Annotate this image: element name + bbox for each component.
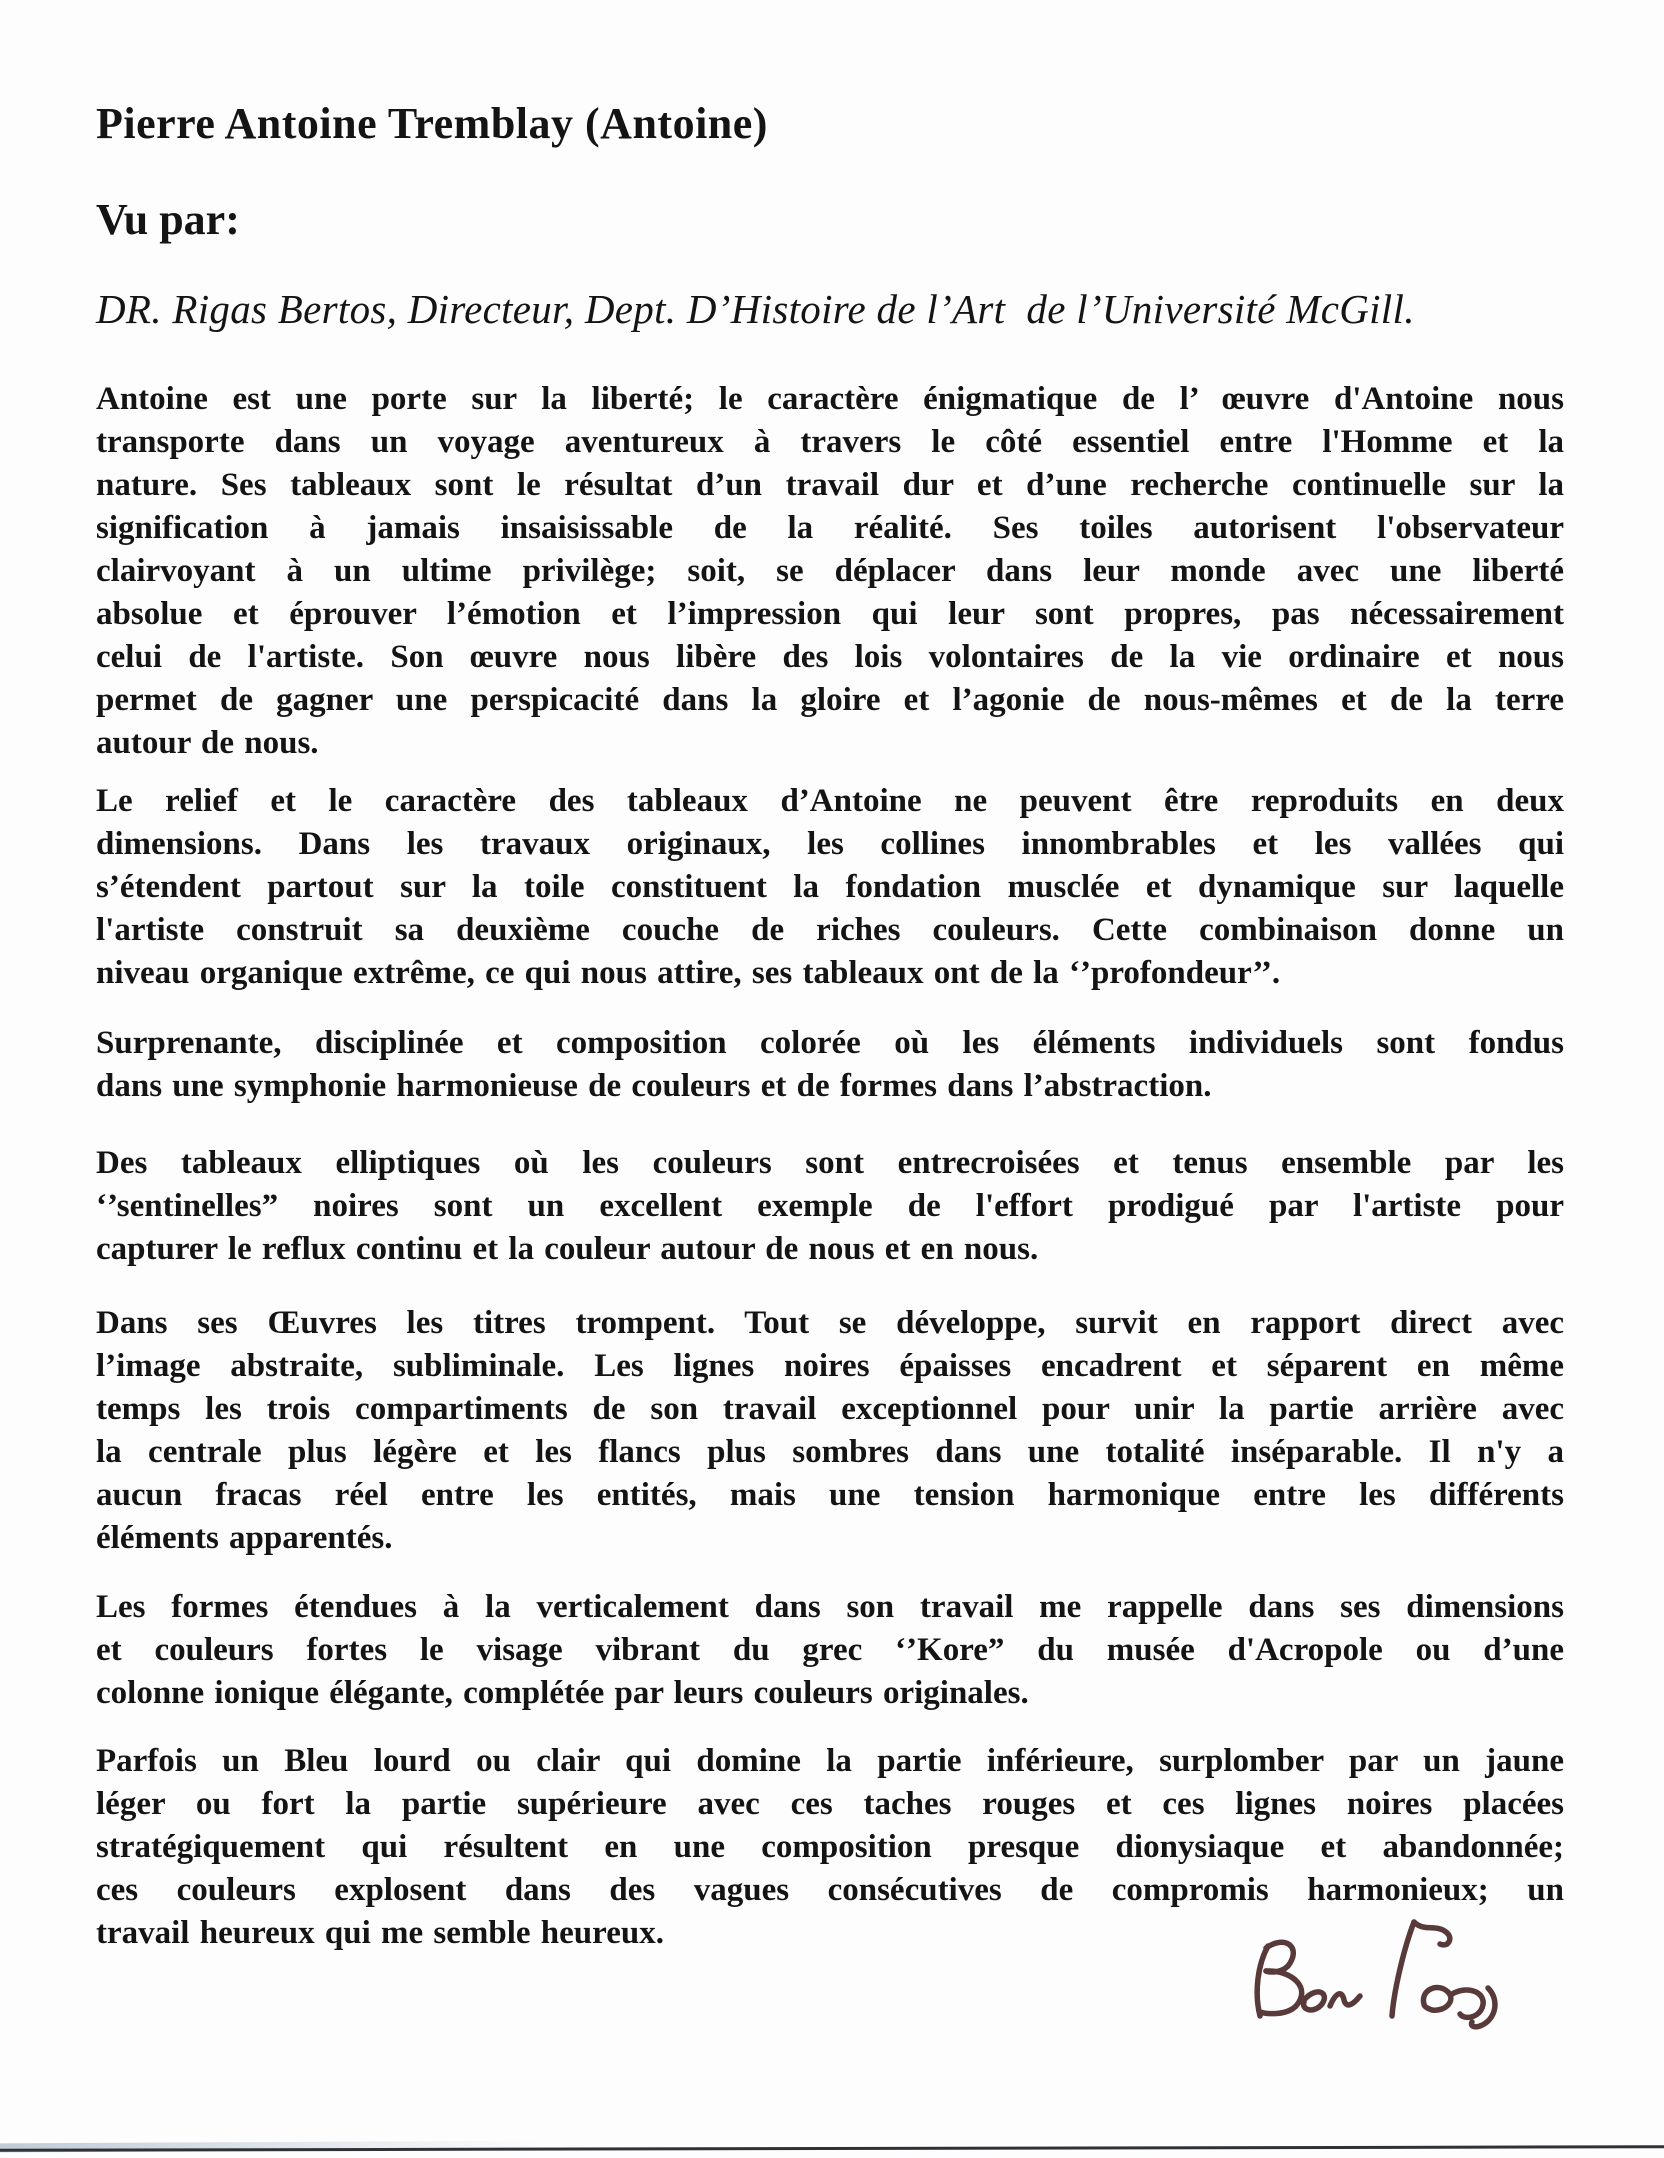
text-line: permet de gagner une perspicacité dans la gloire et l’agonie de nous-mêmes et de la terre (96, 682, 1564, 718)
text-line: ‘’sentinelles” noires sont un excellent exemple de l'effort prodigué par l'artiste pour (96, 1188, 1564, 1224)
text-line: clairvoyant à un ultime privilège; soit, se déplacer dans leur monde avec une liberté (96, 553, 1564, 589)
text-line: temps les trois compartiments de son travail exceptionnel pour unir la partie arrière avec (96, 1391, 1564, 1427)
reviewer-credit: DR. Rigas Bertos, Directeur, Dept. D’Histoire de l’Art de l’Université McGill. (96, 286, 1415, 332)
text-line: et couleurs fortes le visage vibrant du grec ‘’Kore” du musée d'Acropole ou d’une (96, 1632, 1564, 1668)
signature-ink (1257, 1922, 1495, 2027)
text-line: éléments apparentés. (96, 1520, 393, 1556)
text-line: Les formes étendues à la verticalement dans son travail me rappelle dans ses dimensions (96, 1589, 1564, 1625)
paragraph-2 (96, 780, 1564, 995)
text-line: Dans ses Œuvres les titres trompent. Tout se développe, survit en rapport direct avec (96, 1305, 1564, 1341)
text-line: transporte dans un voyage aventureux à travers le côté essentiel entre l'Homme et la (96, 424, 1564, 460)
text-line: Des tableaux elliptiques où les couleurs sont entrecroisées et tenus ensemble par les (96, 1145, 1564, 1181)
paragraph-4 (96, 1142, 1564, 1271)
text-line: léger ou fort la partie supérieure avec ces taches rouges et ces lignes noires placées (96, 1786, 1564, 1822)
text-line: signification à jamais insaisissable de la réalité. Ses toiles autorisent l'observateur (96, 510, 1564, 546)
text-line: niveau organique extrême, ce qui nous attire, ses tableaux ont de la ‘’profondeur’’. (96, 955, 1281, 991)
seen-by-label: Vu par: (96, 195, 240, 244)
text-line: colonne ionique élégante, complétée par leurs couleurs originales. (96, 1675, 1029, 1711)
paragraph-1 (96, 378, 1564, 765)
text-line: autour de nous. (96, 725, 319, 761)
text-line: travail heureux qui me semble heureux. (96, 1915, 664, 1951)
paragraph-5 (96, 1302, 1564, 1560)
text-line: Le relief et le caractère des tableaux d’Antoine ne peuvent être reproduits en deux (96, 783, 1564, 819)
text-line: nature. Ses tableaux sont le résultat d’un travail dur et d’une recherche continuelle sur la (96, 467, 1564, 503)
text-line: absolue et éprouver l’émotion et l’impression qui leur sont propres, pas nécessairement (96, 596, 1564, 632)
text-line: l'artiste construit sa deuxième couche de riches couleurs. Cette combinaison donne un (96, 912, 1564, 948)
paragraph-6 (96, 1586, 1564, 1715)
text-line: dimensions. Dans les travaux originaux, les collines innombrables et les vallées qui (96, 826, 1564, 862)
text-line: dans une symphonie harmonieuse de couleurs et de formes dans l’abstraction. (96, 1068, 1212, 1104)
text-line: s’étendent partout sur la toile constituent la fondation musclée et dynamique sur laquelle (96, 869, 1564, 905)
text-line: celui de l'artiste. Son œuvre nous libère des lois volontaires de la vie ordinaire et nous (96, 639, 1564, 675)
text-line: aucun fracas réel entre les entités, mais une tension harmonique entre les différents (96, 1477, 1564, 1513)
text-line: Surprenante, disciplinée et composition colorée où les éléments individuels sont fondus (96, 1025, 1564, 1061)
text-line: l’image abstraite, subliminale. Les lignes noires épaisses encadrent et séparent en même (96, 1348, 1564, 1384)
text-line: Antoine est une porte sur la liberté; le caractère énigmatique de l’ œuvre d'Antoine nous (96, 381, 1564, 417)
text-line: la centrale plus légère et les flancs plus sombres dans une totalité inséparable. Il n'y a (96, 1434, 1564, 1470)
paragraph-3 (96, 1022, 1564, 1108)
document-title: Pierre Antoine Tremblay (Antoine) (96, 99, 768, 148)
text-line: capturer le reflux continu et la couleur autour de nous et en nous. (96, 1231, 1039, 1267)
text-line: stratégiquement qui résultent en une composition presque dionysiaque et abandonnée; (96, 1829, 1564, 1865)
signature-bertos-handwriting (1238, 1908, 1528, 2058)
text-line: Parfois un Bleu lourd ou clair qui domine la partie inférieure, surplomber par un jaune (96, 1743, 1564, 1779)
text-line: ces couleurs explosent dans des vagues consécutives de compromis harmonieux; un (96, 1872, 1564, 1908)
